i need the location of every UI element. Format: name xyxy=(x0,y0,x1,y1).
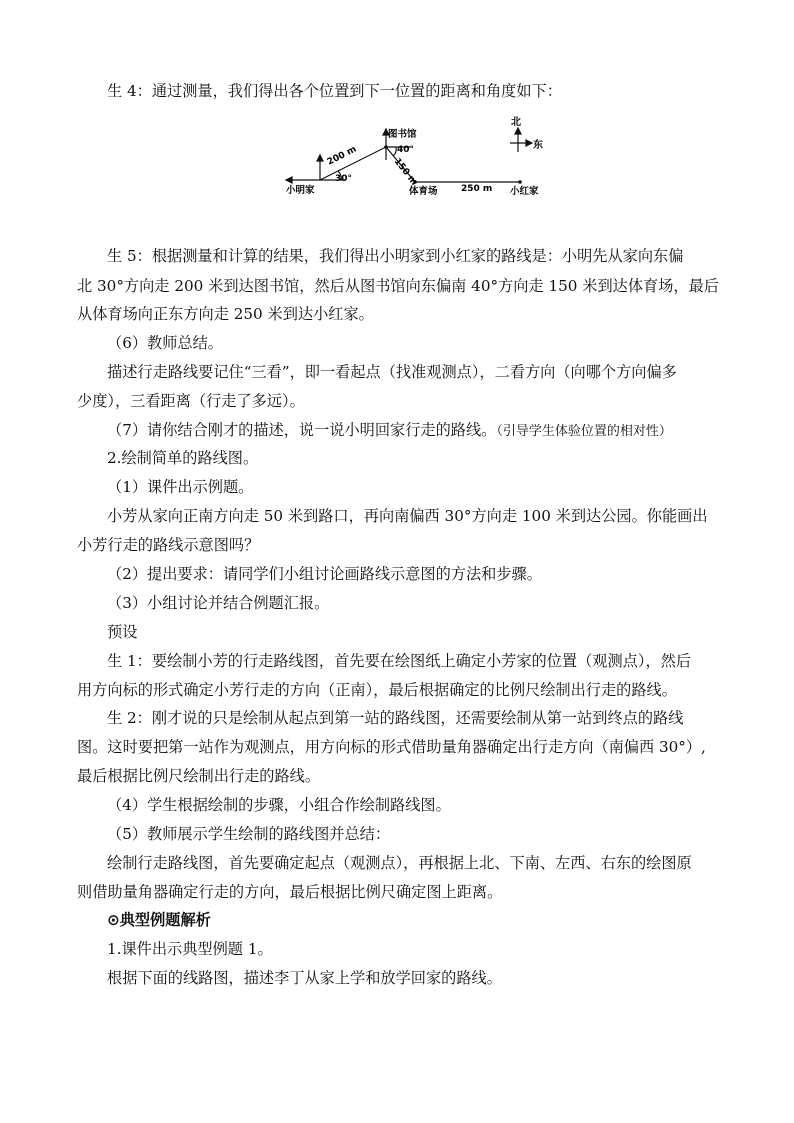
line-12: 小芳行走的路线示意图吗？ xyxy=(77,536,260,554)
line-8-text: （7）请你结合刚才的描述，说一说小明回家行走的路线。 xyxy=(107,421,497,439)
distance-label-150: 150 m xyxy=(391,156,419,188)
line-20: 最后根据比例尺绘制出行走的路线。 xyxy=(77,767,320,785)
line-8-note: （引导学生体验位置的相对性） xyxy=(496,424,672,439)
compass-north-label: 北 xyxy=(511,117,521,128)
line-21: （4）学生根据绘制的步骤，小组合作绘制路线图。 xyxy=(107,796,451,814)
line-5: （6）教师总结。 xyxy=(107,334,223,352)
line-8 xyxy=(107,420,672,442)
compass-arrow-icon xyxy=(515,128,521,134)
line-1: 生 4：通过测量，我们得出各个位置到下一位置的距离和角度如下： xyxy=(107,82,562,100)
angle-label-library: 40° xyxy=(397,145,415,155)
line-6: 描述行走路线要记住“三看”，即一看起点（找准观测点），二看方向（向哪个方向偏多 xyxy=(107,363,677,381)
line-7: 少度），三看距离（行走了多远）。 xyxy=(77,392,305,410)
line-19: 图。这时要把第一站作为观测点，用方向标的形式借助量角器确定出行走方向（南偏西 30°）, xyxy=(77,738,706,756)
line-11: 小芳从家向正南方向走 50 米到路口，再向南偏西 30°方向走 100 米到达公园。你能画出 xyxy=(107,507,708,525)
compass-east-arrow-icon xyxy=(526,140,532,146)
line-18: 生 2：刚才说的只是绘制从起点到第一站的路线图，还需要绘制从第一站到终点的路线 xyxy=(107,709,684,727)
distance-label-250: 250 m xyxy=(461,184,493,194)
line-24: 则借助量角器确定行走的方向，最后根据比例尺确定图上距离。 xyxy=(77,883,503,901)
angle-label-home: 30° xyxy=(335,174,353,184)
friend-label: 小红家 xyxy=(510,186,539,197)
compass-east-label: 东 xyxy=(533,140,543,151)
home-north-arrowhead-icon xyxy=(317,155,323,161)
distance-label-200: 200 m xyxy=(325,144,359,168)
line-9: 2.绘制简单的路线图。 xyxy=(107,449,259,467)
line-26: 1.课件出示典型例题 1。 xyxy=(107,940,273,958)
line-13: （2）提出要求：请同学们小组讨论画路线示意图的方法和步骤。 xyxy=(107,565,542,583)
line-17: 用方向标的形式确定小芳行走的方向（正南），最后根据确定的比例尺绘制出行走的路线。 xyxy=(77,681,677,699)
section-heading: ⊙典型例题解析 xyxy=(107,911,211,929)
line-23: 绘制行走路线图，首先要确定起点（观测点），再根据上北、下南、左西、右东的绘图原 xyxy=(107,854,692,872)
angle-arc-library xyxy=(393,147,396,156)
line-4: 从体育场向正东方向走 250 米到达小红家。 xyxy=(77,305,374,323)
stadium-label: 体育场 xyxy=(409,186,438,197)
line-2: 生 5：根据测量和计算的结果，我们得出小明家到小红家的路线是：小明先从家向东偏 xyxy=(107,247,684,265)
line-27: 根据下面的线路图，描述李丁从家上学和放学回家的路线。 xyxy=(107,969,502,987)
west-arrowhead-icon xyxy=(286,177,292,183)
line-22: （5）教师展示学生绘制的路线图并总结： xyxy=(107,825,391,843)
friend-point xyxy=(518,180,522,184)
line-16: 生 1：要绘制小芳的行走路线图，首先要在绘图纸上确定小芳家的位置（观测点），然后 xyxy=(107,652,692,670)
library-label: 图书馆 xyxy=(388,129,417,140)
line-3: 北 30°方向走 200 米到达图书馆，然后从图书馆向东偏南 40°方向走 150 米到达体育场，最后 xyxy=(77,277,719,295)
library-point xyxy=(384,145,388,149)
line-14: （3）小组讨论并结合例题汇报。 xyxy=(107,594,330,612)
line-10: （1）课件出示例题。 xyxy=(107,478,254,496)
line-15: 预设 xyxy=(107,623,138,641)
home-label: 小明家 xyxy=(286,185,315,196)
